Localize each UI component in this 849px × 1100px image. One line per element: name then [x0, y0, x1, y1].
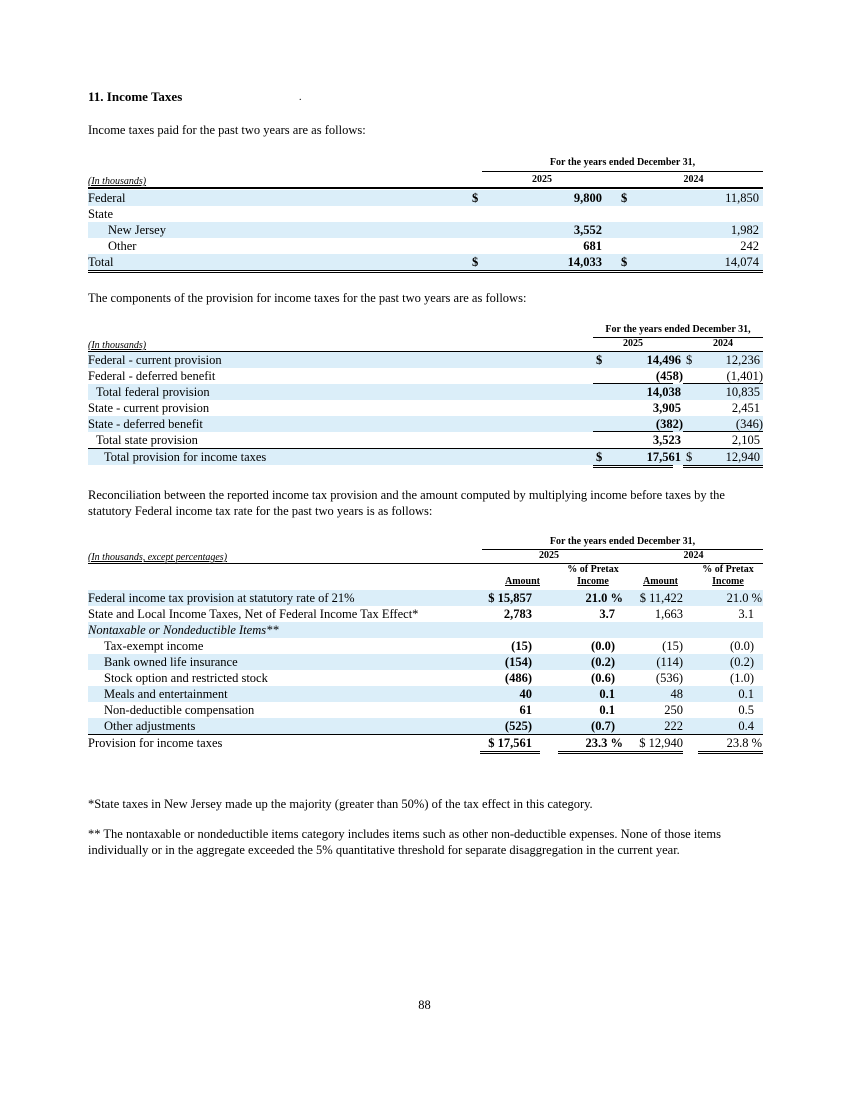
table3-year-2024: 2024 [683, 550, 704, 561]
table2-year-2024: 2024 [713, 338, 733, 349]
table3-pct-header-2025-line2: Income [577, 576, 609, 587]
section-title: 11. Income Taxes [88, 89, 183, 104]
table1-year-2025: 2025 [532, 174, 552, 185]
table-row: New Jersey 3,552 1,982 [88, 222, 763, 238]
table-row: Federal - deferred benefit (458) (1,401) [88, 369, 763, 383]
table-row: Provision for income taxes $ 17,561 23.3 % $ 12,940 23.8 % [88, 736, 762, 750]
intro-paid-text: Income taxes paid for the past two years are as follows: [88, 123, 366, 137]
table1-period-header: For the years ended December 31, [549, 157, 696, 168]
table-row: Other adjustments (525) (0.7) 222 0.4 [88, 718, 763, 734]
table-row: Total $ 14,033 $ 14,074 [88, 254, 763, 270]
table3-unit-label: (In thousands, except percentages) [88, 552, 228, 563]
table3-pct-header-2025-line1: % of Pretax [567, 564, 619, 575]
table-row: Total federal provision 14,038 10,835 [88, 384, 763, 400]
provision-components-table [88, 322, 763, 472]
table-row: Non-deductible compensation 61 0.1 250 0.5 [104, 703, 754, 717]
table-row: State - current provision 3,905 2,451 [88, 401, 760, 415]
table-row: State and Local Income Taxes, Net of Federal Income Tax Effect* 2,783 3.7 1,663 3.1 [88, 607, 754, 621]
table3-year-2025: 2025 [539, 550, 559, 561]
tax-reconciliation-table [88, 536, 763, 756]
page-number: 88 [418, 998, 431, 1012]
table-row: Federal $ 9,800 $ 11,850 [88, 190, 763, 206]
intro-components-text: The components of the provision for income taxes for the past two years are as follows: [88, 291, 527, 305]
intro-reconciliation-text: Reconciliation between the reported income tax provision and the amount computed by multiplying income before taxes by the statutory Federal income tax rate for the past two years is as follows: [88, 488, 725, 518]
table3-pct-header-2024-line2: Income [712, 576, 744, 587]
table-row: Nontaxable or Nondeductible Items** [88, 622, 763, 638]
table-row: State [88, 207, 113, 221]
table-row: State - deferred benefit (382) (346) [88, 417, 763, 431]
table3-pct-header-2024-line1: % of Pretax [702, 564, 754, 575]
table-row: Other 681 242 [108, 239, 759, 253]
footnote-state-taxes: *State taxes in New Jersey made up the majority (greater than 50%) of the tax effect in this category. [88, 797, 593, 811]
table-row: Total state provision 3,523 2,105 [96, 433, 760, 447]
table-row: Meals and entertainment 40 0.1 48 0.1 [88, 686, 763, 702]
table3-amount-header-2025: Amount [504, 576, 540, 587]
table2-year-2025: 2025 [623, 338, 643, 349]
table-row: Bank owned life insurance (154) (0.2) (114) (0.2) [88, 654, 763, 670]
table3-period-header: For the years ended December 31, [549, 536, 696, 547]
table1-unit-label: (In thousands) [88, 176, 147, 187]
table-row: Federal - current provision $ 14,496 $ 12,236 [88, 352, 763, 368]
table-row: Total provision for income taxes $ 17,561 $ 12,940 [88, 449, 763, 465]
table-row: Federal income tax provision at statutory rate of 21% $ 15,857 21.0 % $ 11,422 21.0 % [88, 591, 762, 605]
table-row: Stock option and restricted stock (486) (0.6) (536) (1.0) [104, 671, 754, 685]
table2-unit-label: (In thousands) [88, 340, 147, 351]
table3-amount-header-2024: Amount [642, 576, 678, 587]
table2-period-header: For the years ended December 31, [605, 324, 751, 335]
table-row: Tax-exempt income (15) (0.0) (15) (0.0) [104, 639, 754, 653]
table1-year-2024: 2024 [683, 174, 704, 185]
income-taxes-paid-table [88, 155, 763, 275]
footnote-nontaxable-items: ** The nontaxable or nondeductible items category includes items such as other non-deductible expenses. None of those items individually or in the aggregate exceeded the 5% quantitative threshold for separate disaggregation in the current year. [88, 827, 721, 857]
stray-mark: . [299, 92, 302, 103]
